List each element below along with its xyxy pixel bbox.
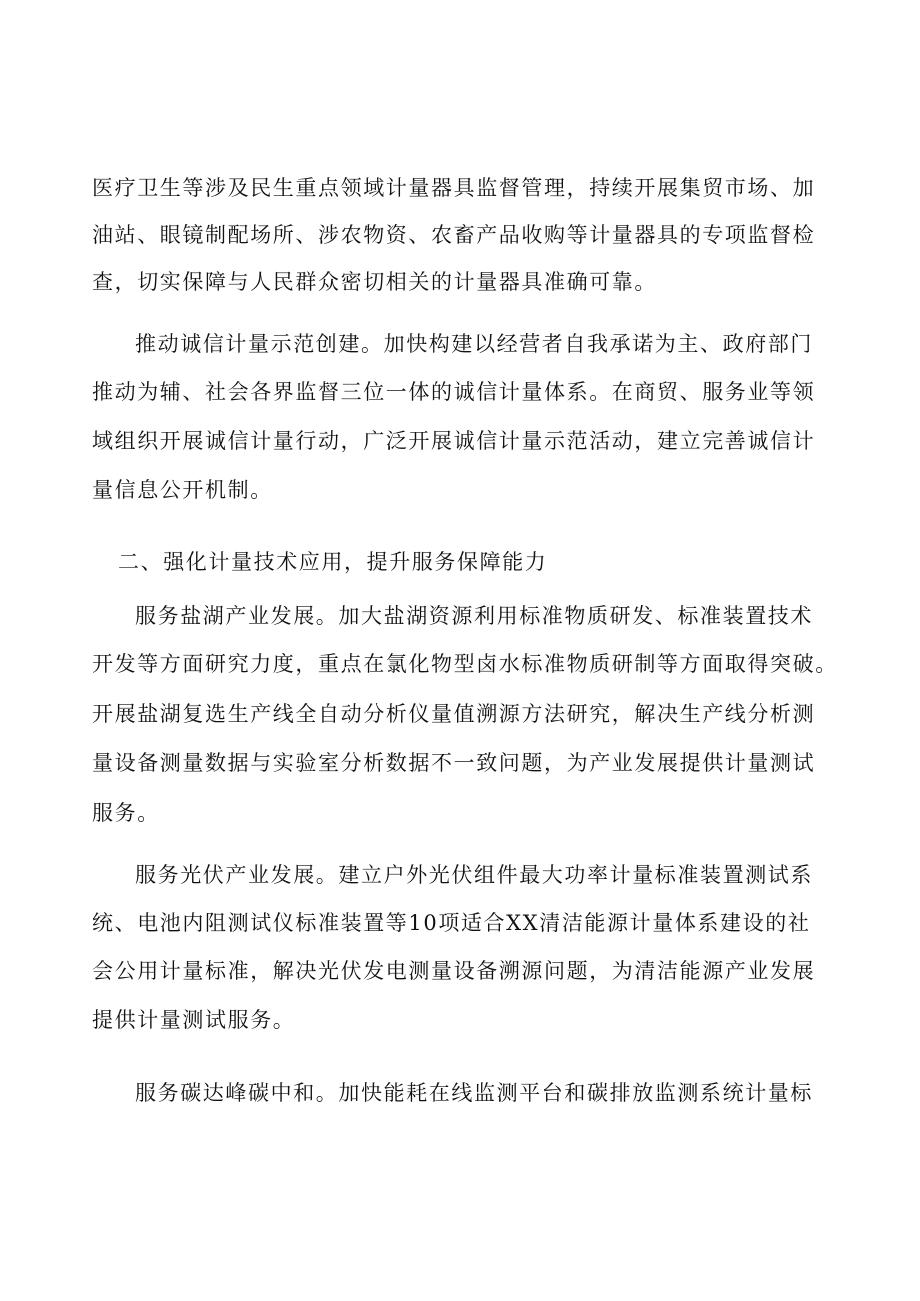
paragraph-4-line-4: 提供计量测试服务。	[92, 1008, 296, 1032]
paragraph-1-line-2: 油站、眼镜制配场所、涉农物资、农畜产品收购等计量器具的专项监督检	[92, 223, 816, 247]
paragraph-3-line-3: 开展盐湖复选生产线全自动分析仪量值溯源方法研究，解决生产线分析测	[92, 702, 816, 726]
paragraph-3-line-2: 开发等方面研究力度，重点在氯化物型卤水标准物质研制等方面取得突破。	[92, 652, 838, 676]
paragraph-4-line-3: 会公用计量标准，解决光伏发电测量设备溯源问题，为清洁能源产业发展	[92, 959, 816, 983]
paragraph-3-line-4: 量设备测量数据与实验室分析数据不一致问题，为产业发展提供计量测试	[92, 751, 816, 775]
paragraph-2-line-4: 量信息公开机制。	[92, 478, 273, 502]
paragraph-3-line-1: 服务盐湖产业发展。加大盐湖资源利用标准物质研发、标准装置技术	[135, 604, 813, 628]
paragraph-4-line-1: 服务光伏产业发展。建立户外光伏组件最大功率计量标准装置测试系	[135, 863, 813, 887]
paragraph-2-line-3: 域组织开展诚信计量行动，广泛开展诚信计量示范活动，建立完善诚信计	[92, 429, 816, 453]
paragraph-5-line-1: 服务碳达峰碳中和。加快能耗在线监测平台和碳排放监测系统计量标	[135, 1081, 813, 1105]
paragraph-3-line-5: 服务。	[92, 801, 160, 825]
paragraph-2-line-1: 推动诚信计量示范创建。加快构建以经营者自我承诺为主、政府部门	[135, 332, 813, 356]
paragraph-1-line-1: 医疗卫生等涉及民生重点领域计量器具监督管理，持续开展集贸市场、加	[92, 176, 816, 200]
paragraph-4-line-2: 统、电池内阻测试仪标准装置等10项适合XX清洁能源计量体系建设的社	[92, 911, 811, 935]
paragraph-1-line-3: 查，切实保障与人民群众密切相关的计量器具准确可靠。	[92, 270, 657, 294]
paragraph-2-line-2: 推动为辅、社会各界监督三位一体的诚信计量体系。在商贸、服务业等领	[92, 380, 816, 404]
section-heading: 二、强化计量技术应用，提升服务保障能力	[118, 550, 548, 574]
